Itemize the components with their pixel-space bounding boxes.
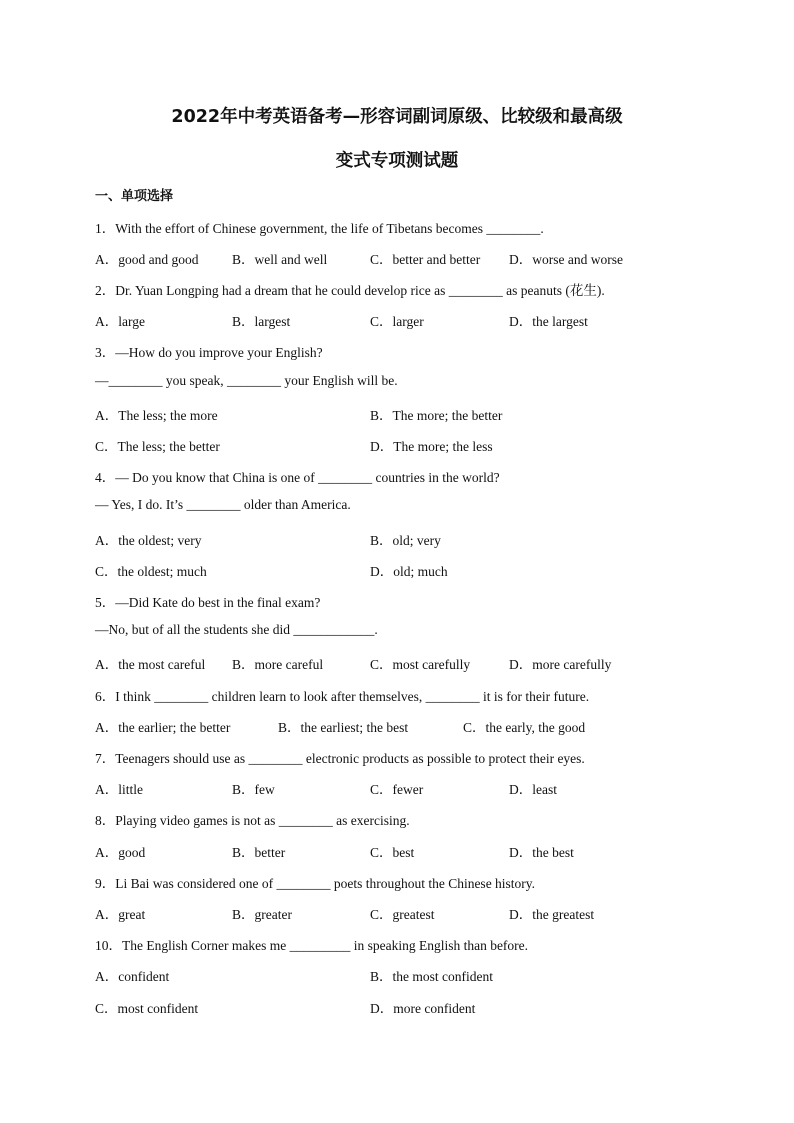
q5-option-d: D．more carefully	[509, 657, 612, 672]
q8-option-a: A．good	[95, 845, 146, 860]
q9-option-a: A．great	[95, 907, 146, 922]
question-3-stem-2: —________ you speak, ________ your English will be.	[95, 373, 398, 388]
q2-option-b: B．largest	[232, 314, 291, 329]
q5-option-a: A．the most careful	[95, 657, 206, 672]
q6-option-c: C．the early, the good	[463, 720, 586, 735]
q10-option-a: A．confident	[95, 969, 170, 984]
q3-option-b: B．The more; the better	[370, 408, 503, 423]
q3-option-d: D．The more; the less	[370, 439, 493, 454]
q4-option-a: A．the oldest; very	[95, 533, 202, 548]
title-line-1: 2022年中考英语备考—形容词副词原级、比较级和最高级	[171, 107, 623, 127]
q4-option-b: B．old; very	[370, 533, 441, 548]
q4-option-d: D．old; much	[370, 564, 448, 579]
question-5-stem: 5．—Did Kate do best in the final exam?	[95, 595, 321, 610]
q2-option-a: A．large	[95, 314, 145, 329]
q1-option-b: B．well and well	[232, 252, 328, 267]
question-5-stem-2: —No, but of all the students she did ____________.	[95, 622, 378, 637]
q1-option-c: C．better and better	[370, 252, 481, 267]
q8-option-d: D．the best	[509, 845, 574, 860]
question-3-stem: 3．—How do you improve your English?	[95, 345, 323, 360]
q7-option-a: A．little	[95, 782, 143, 797]
q2-option-d: D．the largest	[509, 314, 588, 329]
question-10-stem: 10．The English Corner makes me _________ in speaking English than before.	[95, 938, 529, 953]
q7-option-b: B．few	[232, 782, 275, 797]
question-7-stem: 7．Teenagers should use as ________ electronic products as possible to protect their eyes.	[95, 751, 585, 766]
q5-option-b: B．more careful	[232, 657, 324, 672]
q9-option-c: C．greatest	[370, 907, 435, 922]
question-2-stem: 2．Dr. Yuan Longping had a dream that he could develop rice as ________ as peanuts (花生).	[95, 283, 605, 298]
q5-option-c: C．most carefully	[370, 657, 471, 672]
question-4-stem-2: — Yes, I do. It’s ________ older than America.	[95, 497, 351, 512]
question-1-stem: 1．With the effort of Chinese government, the life of Tibetans becomes ________.	[95, 221, 544, 236]
q10-option-b: B．the most confident	[370, 969, 493, 984]
q2-option-c: C．larger	[370, 314, 424, 329]
q3-option-c: C．The less; the better	[95, 439, 220, 454]
q8-option-c: C．best	[370, 845, 415, 860]
question-6-stem: 6．I think ________ children learn to look after themselves, ________ it is for their future.	[95, 689, 590, 704]
q9-option-d: D．the greatest	[509, 907, 595, 922]
title-line-2: 变式专项测试题	[335, 151, 459, 171]
q10-option-c: C．most confident	[95, 1001, 199, 1016]
q7-option-c: C．fewer	[370, 782, 424, 797]
question-8-stem: 8．Playing video games is not as ________ as exercising.	[95, 813, 410, 828]
q6-option-b: B．the earliest; the best	[278, 720, 409, 735]
q8-option-b: B．better	[232, 845, 286, 860]
q4-option-c: C．the oldest; much	[95, 564, 207, 579]
q10-option-d: D．more confident	[370, 1001, 476, 1016]
question-9-stem: 9．Li Bai was considered one of ________ poets throughout the Chinese history.	[95, 876, 536, 891]
q6-option-a: A．the earlier; the better	[95, 720, 231, 735]
q9-option-b: B．greater	[232, 907, 292, 922]
q3-option-a: A．The less; the more	[95, 408, 218, 423]
q1-option-d: D．worse and worse	[509, 252, 623, 267]
q1-option-a: A．good and good	[95, 252, 199, 267]
q7-option-d: D．least	[509, 782, 557, 797]
section-heading: 一、单项选择	[95, 189, 174, 204]
question-4-stem: 4．— Do you know that China is one of ________ countries in the world?	[95, 470, 500, 485]
